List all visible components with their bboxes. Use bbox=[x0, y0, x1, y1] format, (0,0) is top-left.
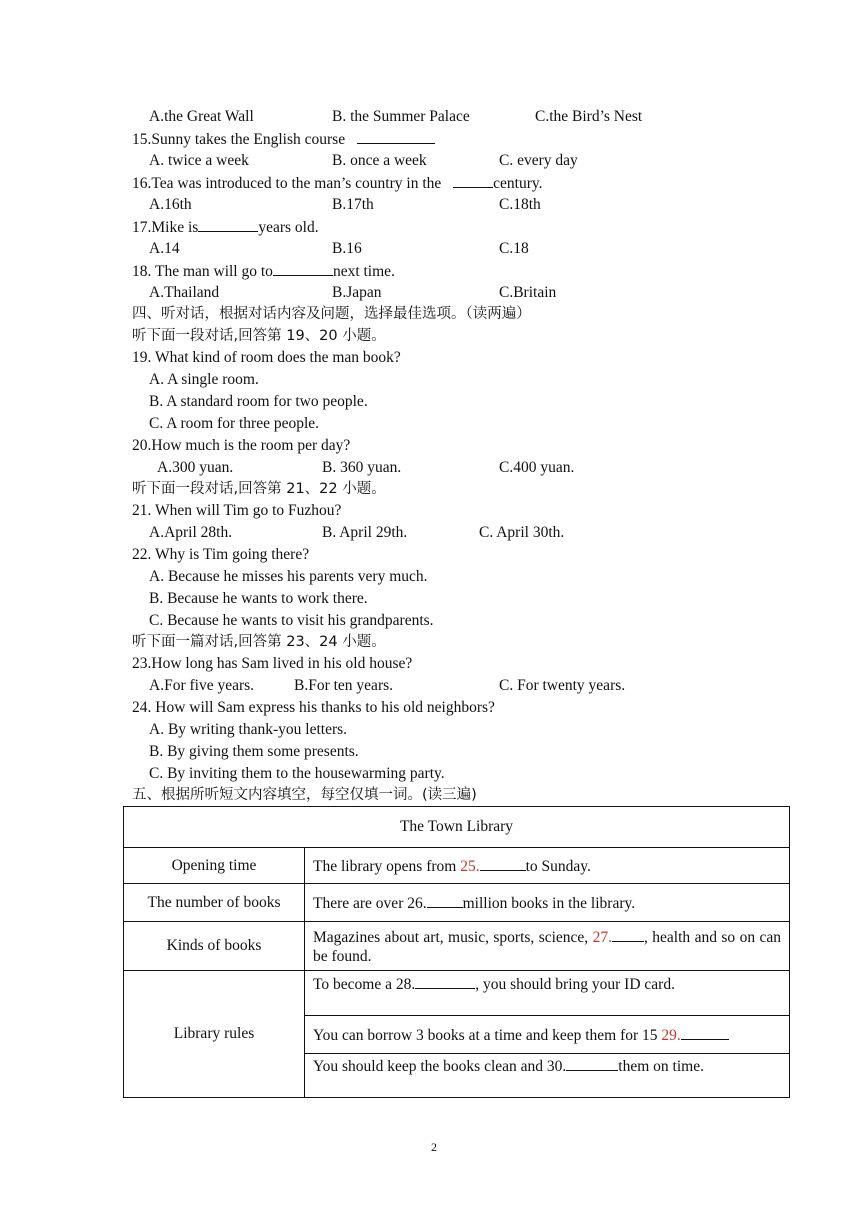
listen-instruction-19-20: 听下面一段对话,回答第 19、20 小题。 bbox=[132, 328, 386, 344]
q28-blank bbox=[415, 974, 475, 989]
q14-option-b: B. the Summer Palace bbox=[332, 108, 470, 125]
page-number: 2 bbox=[431, 1140, 437, 1154]
q20-option-c: C.400 yuan. bbox=[499, 459, 575, 476]
books-text: There are over 26. bbox=[313, 894, 427, 912]
table-row bbox=[124, 848, 790, 884]
q18-text-end: next time. bbox=[332, 263, 395, 280]
q16-option-b: B.17th bbox=[332, 196, 374, 213]
q23-question: 23.How long has Sam lived in his old house? bbox=[132, 655, 413, 672]
q22-option-c: C. Because he wants to visit his grandparents. bbox=[149, 612, 434, 629]
q15-question bbox=[132, 129, 435, 149]
q19-option-b: B. A standard room for two people. bbox=[149, 393, 368, 410]
rule2-text: You can borrow 3 books at a time and keep them for 15 bbox=[313, 1026, 662, 1044]
opening-time-cell bbox=[305, 848, 790, 884]
q18-blank bbox=[273, 261, 333, 276]
q20-option-b: B. 360 yuan. bbox=[322, 459, 402, 476]
q24-option-b: B. By giving them some presents. bbox=[149, 743, 359, 760]
q17-option-b: B.16 bbox=[332, 240, 362, 257]
q19-option-a: A. A single room. bbox=[149, 371, 259, 388]
rule3-text: You should keep the books clean and 30. bbox=[313, 1058, 567, 1075]
q15-blank bbox=[357, 129, 435, 144]
table-row bbox=[124, 922, 790, 971]
rule1-text: To become a 28. bbox=[313, 976, 416, 993]
q15-option-a: A. twice a week bbox=[149, 152, 249, 169]
rule3-text-end: them on time. bbox=[618, 1058, 704, 1075]
listen-instruction-23-24: 听下面一篇对话,回答第 23、24 小题。 bbox=[132, 634, 386, 650]
table-row bbox=[124, 971, 790, 1016]
table-title: The Town Library bbox=[124, 807, 790, 848]
library-rules-label: Library rules bbox=[124, 971, 305, 1098]
section4-title: 四、听对话，根据对话内容及问题，选择最佳选项。（读两遍） bbox=[132, 306, 531, 322]
rule1-text-end: , you should bring your ID card. bbox=[475, 976, 675, 993]
q14-option-c: C.the Bird’s Nest bbox=[535, 108, 643, 125]
kinds-of-books-label: Kinds of books bbox=[124, 922, 305, 971]
rule-3-cell bbox=[305, 1054, 790, 1098]
rule-2-cell bbox=[305, 1016, 790, 1054]
rule-1-cell bbox=[305, 971, 790, 1016]
q18-option-b: B.Japan bbox=[332, 284, 382, 301]
kinds-text: Magazines about art, music, sports, science, bbox=[313, 928, 593, 946]
q15-option-b: B. once a week bbox=[332, 152, 427, 169]
q27-number: 27. bbox=[592, 928, 612, 946]
q23-option-a: A.For five years. bbox=[149, 677, 255, 694]
q18-question bbox=[132, 261, 395, 281]
table-row bbox=[124, 807, 790, 848]
section5-title: 五、根据所听短文内容填空，每空仅填一词。(读三遍) bbox=[132, 787, 477, 803]
q17-text: 17.Mike is bbox=[132, 219, 199, 236]
q21-option-a: A.April 28th. bbox=[149, 524, 233, 541]
q16-question bbox=[132, 173, 543, 193]
q15-text: 15.Sunny takes the English course bbox=[132, 131, 346, 148]
q21-option-c: C. April 30th. bbox=[479, 524, 565, 541]
q16-text: 16.Tea was introduced to the man’s country in the bbox=[132, 175, 442, 192]
q24-option-c: C. By inviting them to the housewarming party. bbox=[149, 765, 445, 782]
q21-option-b: B. April 29th. bbox=[322, 524, 408, 541]
q30-blank bbox=[566, 1056, 618, 1071]
kinds-of-books-cell bbox=[305, 922, 790, 971]
q17-option-a: A.14 bbox=[149, 240, 180, 257]
q16-option-a: A.16th bbox=[149, 196, 192, 213]
opening-time-label: Opening time bbox=[124, 848, 305, 884]
q17-option-c: C.18 bbox=[499, 240, 529, 257]
q17-question bbox=[132, 217, 319, 237]
q27-blank bbox=[612, 927, 644, 942]
q16-blank bbox=[453, 173, 493, 188]
q15-option-c: C. every day bbox=[499, 152, 578, 169]
q25-blank bbox=[480, 856, 526, 871]
q16-text-end: century. bbox=[493, 175, 543, 192]
q17-text-end: years old. bbox=[258, 219, 319, 236]
number-of-books-label: The number of books bbox=[124, 884, 305, 922]
table-row bbox=[124, 884, 790, 922]
q16-option-c: C.18th bbox=[499, 196, 541, 213]
q22-option-a: A. Because he misses his parents very much. bbox=[149, 568, 428, 585]
q23-option-b: B.For ten years. bbox=[294, 677, 394, 694]
books-text-end: million books in the library. bbox=[462, 894, 636, 912]
kinds-text-end: , health and so on can be found. bbox=[313, 928, 781, 965]
q29-blank bbox=[681, 1025, 729, 1040]
q20-option-a: A.300 yuan. bbox=[157, 459, 234, 476]
q22-question: 22. Why is Tim going there? bbox=[132, 546, 310, 563]
q19-option-c: C. A room for three people. bbox=[149, 415, 320, 432]
q18-text: 18. The man will go to bbox=[132, 263, 273, 280]
opening-text-end: to Sunday. bbox=[525, 857, 591, 875]
q22-option-b: B. Because he wants to work there. bbox=[149, 590, 368, 607]
opening-text: The library opens from bbox=[313, 857, 461, 875]
q24-option-a: A. By writing thank-you letters. bbox=[149, 721, 348, 738]
q18-option-a: A.Thailand bbox=[149, 284, 220, 301]
q26-blank bbox=[427, 893, 463, 908]
q23-option-c: C. For twenty years. bbox=[499, 677, 626, 694]
q24-question: 24. How will Sam express his thanks to his old neighbors? bbox=[132, 699, 495, 716]
q21-question: 21. When will Tim go to Fuzhou? bbox=[132, 502, 342, 519]
q25-number: 25. bbox=[460, 857, 480, 875]
q19-question: 19. What kind of room does the man book? bbox=[132, 349, 401, 366]
q17-blank bbox=[198, 217, 258, 232]
number-of-books-cell bbox=[305, 884, 790, 922]
library-table bbox=[123, 806, 790, 1098]
q14-option-a: A.the Great Wall bbox=[149, 108, 254, 125]
listen-instruction-21-22: 听下面一段对话,回答第 21、22 小题。 bbox=[132, 481, 386, 497]
q18-option-c: C.Britain bbox=[499, 284, 557, 301]
q29-number: 29. bbox=[661, 1026, 681, 1044]
q20-question: 20.How much is the room per day? bbox=[132, 437, 351, 454]
